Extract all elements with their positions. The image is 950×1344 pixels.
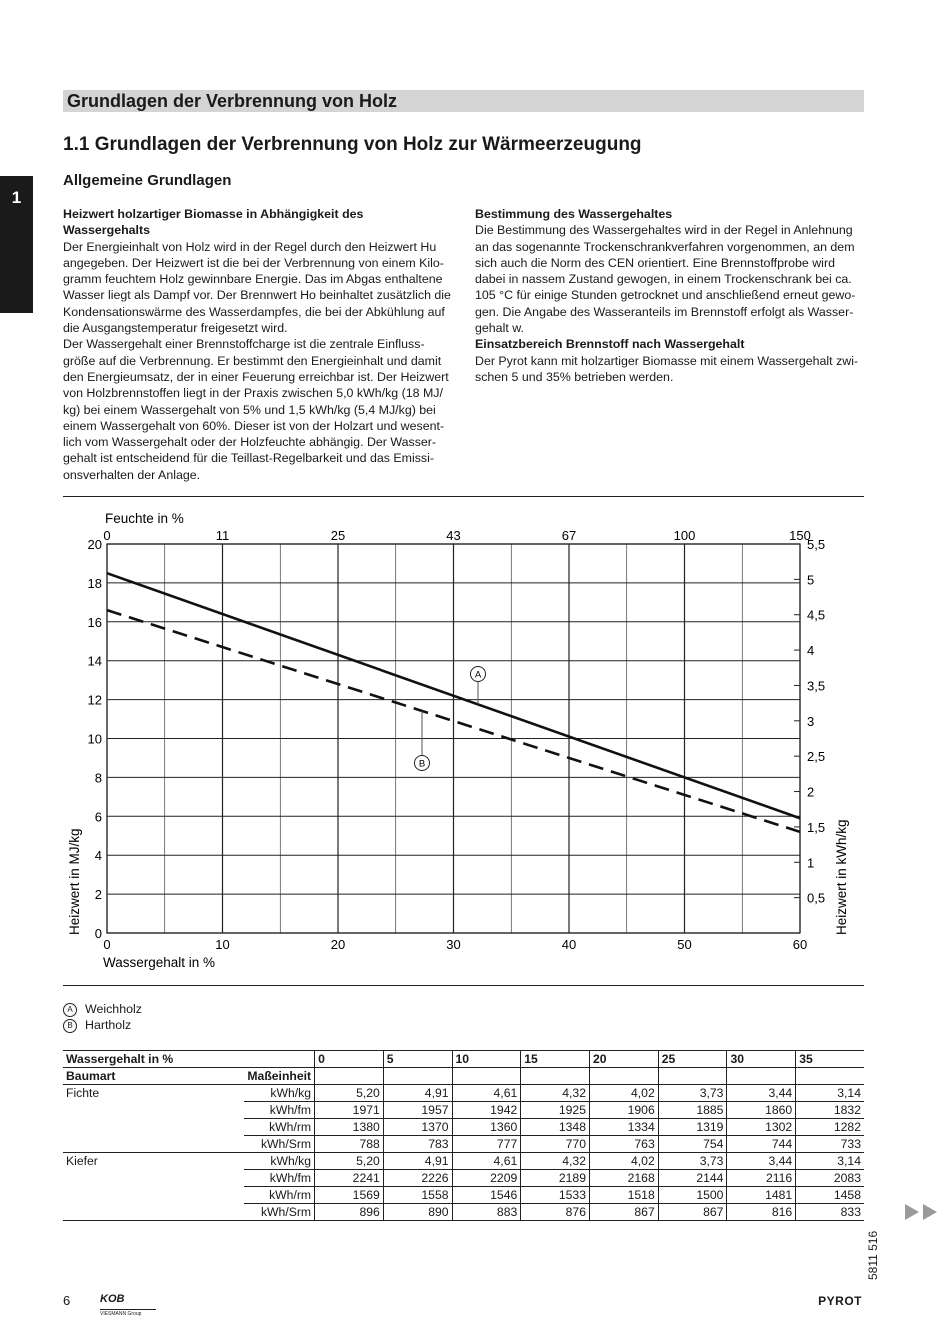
table-value-cell: 867 [658, 1204, 727, 1221]
table-row [63, 1119, 864, 1136]
table-value-cell: 1380 [315, 1119, 384, 1136]
x-top-tick-label: 150 [789, 528, 811, 543]
table-cell [521, 1068, 590, 1085]
table-value-cell: 1860 [727, 1102, 796, 1119]
table-unit-cell: kWh/kg [244, 1153, 314, 1170]
x-top-tick-label: 100 [673, 528, 696, 543]
text-line: kg) bei einem Wassergehalt von 5% und 1,5 kWh/kg (5,4 MJ/kg) bei [63, 402, 436, 417]
y-tick-label: 14 [87, 653, 102, 669]
text-line: größe auf die Verbrennung. Er bestimmt den Energieinhalt und damit [63, 353, 442, 368]
table-value-cell: 754 [658, 1136, 727, 1153]
text-line: gramm feuchtem Holz gewinnbare Energie. Das im Abgas enthaltene [63, 272, 443, 287]
text-line: von Holzbrennstoffen liegt in der Praxis zwischen 5,0 kWh/kg (18 MJ/ [63, 386, 443, 401]
x-top-tick-label: 67 [561, 528, 577, 543]
table-value-cell: 4,91 [383, 1085, 452, 1102]
y2-tick-label: 5,5 [807, 537, 826, 552]
table-value-cell: 1348 [521, 1119, 590, 1136]
table-value-cell: 1481 [727, 1187, 796, 1204]
table-value-cell: 1957 [383, 1102, 452, 1119]
y2-tick-label: 1,5 [807, 819, 826, 835]
table-value-cell: 1458 [796, 1187, 864, 1204]
legend-label-a: Weichholz [85, 1002, 142, 1016]
y-tick-label: 8 [94, 770, 102, 786]
table-value-cell: 2226 [383, 1170, 452, 1187]
table-species-cell [63, 1187, 244, 1204]
y2-tick-label: 1 [807, 855, 815, 871]
table-value-cell: 1971 [315, 1102, 384, 1119]
y-axis-title: Heizwert in MJ/kg [67, 828, 82, 935]
table-value-cell: 4,91 [383, 1153, 452, 1170]
table-species-cell [63, 1119, 244, 1136]
table-value-cell: 1558 [383, 1187, 452, 1204]
table-value-cell: 816 [727, 1204, 796, 1221]
section-title: 1.1 Grundlagen der Verbrennung von Holz zur Wärmeerzeugung [63, 134, 642, 155]
table-column-header: 20 [590, 1051, 659, 1068]
document-number: 5811 516 [866, 1230, 880, 1280]
y-tick-label: 16 [87, 614, 102, 630]
text-line: Die Bestimmung des Wassergehaltes wird in der Regel in Anlehnung [475, 223, 853, 238]
left-column-heading: Heizwert holzartiger Biomasse in Abhängigkeit des Wassergehalts [63, 207, 364, 238]
text-line: Kondensationswärme des Wasserdampfes, die bei der Abkühlung auf [63, 304, 445, 319]
x-top-tick-label: 0 [103, 528, 111, 543]
table-row [63, 1153, 864, 1170]
table-unit-cell: kWh/rm [244, 1187, 314, 1204]
table-row [63, 1085, 864, 1102]
table-cell [590, 1068, 659, 1085]
table-value-cell: 3,14 [796, 1085, 864, 1102]
text-line: Der Wassergehalt einer Brennstoffcharge ist die zentrale Einfluss- [63, 337, 425, 352]
table-value-cell: 777 [452, 1136, 521, 1153]
table-value-cell: 3,44 [727, 1153, 796, 1170]
text-line: 105 °C für einige Stunden getrocknet und anschließend erneut gewo- [475, 288, 856, 303]
table-value-cell: 4,32 [521, 1153, 590, 1170]
table-value-cell: 1832 [796, 1102, 864, 1119]
y-tick-label: 12 [87, 692, 102, 708]
y-tick-label: 6 [94, 809, 102, 825]
table-value-cell: 1360 [452, 1119, 521, 1136]
x-tick-label: 60 [792, 937, 808, 952]
table-value-cell: 1533 [521, 1187, 590, 1204]
table-baumart-label: Baumart [63, 1068, 244, 1085]
table-unit-cell: kWh/rm [244, 1119, 314, 1136]
table-value-cell: 1546 [452, 1187, 521, 1204]
table-value-cell: 1319 [658, 1119, 727, 1136]
product-name: PYROT [818, 1294, 862, 1308]
table-value-cell: 1518 [590, 1187, 659, 1204]
x-top-tick-label: 43 [446, 528, 461, 543]
table-column-header: 25 [658, 1051, 727, 1068]
table-value-cell: 4,02 [590, 1085, 659, 1102]
table-cell [727, 1068, 796, 1085]
table-value-cell: 1925 [521, 1102, 590, 1119]
y-tick-label: 4 [94, 848, 102, 864]
table-value-cell: 1370 [383, 1119, 452, 1136]
table-column-header: 10 [452, 1051, 521, 1068]
legend-item-b [63, 1018, 131, 1033]
y2-tick-label: 3,5 [807, 678, 826, 694]
table-cell [383, 1068, 452, 1085]
text-line: angegeben. Der Heizwert ist die bei der Verbrennung von einem Kilo- [63, 255, 444, 270]
x-top-tick-label: 11 [215, 528, 230, 543]
y2-tick-label: 2,5 [807, 749, 826, 765]
table-value-cell: 1500 [658, 1187, 727, 1204]
y2-axis-title: Heizwert in kWh/kg [834, 819, 849, 935]
table-value-cell: 4,02 [590, 1153, 659, 1170]
table-value-cell: 4,61 [452, 1153, 521, 1170]
table-unit-cell: kWh/fm [244, 1102, 314, 1119]
table-value-cell: 5,20 [315, 1085, 384, 1102]
x-tick-label: 50 [677, 937, 692, 952]
table-value-cell: 770 [521, 1136, 590, 1153]
text-line: dabei in nassem Zustand gewogen, in einem Trockenschrank bei ca. [475, 272, 852, 287]
table-value-cell: 1334 [590, 1119, 659, 1136]
table-value-cell: 883 [452, 1204, 521, 1221]
text-line: onsverhalten der Anlage. [63, 467, 201, 482]
table-row [63, 1187, 864, 1204]
y-tick-label: 0 [94, 926, 102, 941]
chart-grid [107, 544, 800, 933]
table-cell [452, 1068, 521, 1085]
y-tick-label: 10 [87, 731, 102, 747]
table-value-cell: 733 [796, 1136, 864, 1153]
next-page-arrows-icon [905, 1204, 939, 1220]
x-top-tick-label: 25 [330, 528, 346, 543]
heizwert-table [63, 1050, 864, 1221]
table-value-cell: 763 [590, 1136, 659, 1153]
table-column-header: 30 [727, 1051, 796, 1068]
legend-item-a [63, 1002, 142, 1017]
table-value-cell: 2083 [796, 1170, 864, 1187]
table-value-cell: 1906 [590, 1102, 659, 1119]
table-value-cell: 4,61 [452, 1085, 521, 1102]
table-value-cell: 1302 [727, 1119, 796, 1136]
table-unit-label: Maßeinheit [244, 1068, 314, 1085]
table-unit-cell: kWh/Srm [244, 1136, 314, 1153]
right-column-heading-1: Bestimmung des Wassergehaltes [475, 207, 673, 221]
table-species-cell: Kiefer [63, 1153, 244, 1170]
text-line: an das sogenannte Trockenschrankverfahren vorgenommen, an dem [475, 239, 855, 254]
y-tick-label: 20 [87, 537, 102, 552]
table-cell [796, 1068, 864, 1085]
y-tick-label: 18 [87, 575, 102, 591]
text-line: gen. Die Angabe des Wasseranteils im Brennstoff erfolgt als Wasser- [475, 304, 854, 319]
y2-tick-label: 4,5 [807, 607, 826, 623]
table-cell [658, 1068, 727, 1085]
subsection-title: Allgemeine Grundlagen [63, 172, 232, 189]
table-row [63, 1204, 864, 1221]
text-line: Der Pyrot kann mit holzartiger Biomasse mit einem Wassergehalt zwi- [475, 353, 859, 368]
table-species-cell [63, 1204, 244, 1221]
table-value-cell: 4,32 [521, 1085, 590, 1102]
table-value-cell: 2241 [315, 1170, 384, 1187]
table-value-cell: 1569 [315, 1187, 384, 1204]
table-value-cell: 1282 [796, 1119, 864, 1136]
text-line: schen 5 und 35% betrieben werden. [475, 369, 674, 384]
legend-label-b: Hartholz [85, 1018, 132, 1032]
table-value-cell: 876 [521, 1204, 590, 1221]
table-column-header: 15 [521, 1051, 590, 1068]
x-tick-label: 10 [215, 937, 230, 952]
x-axis-title: Wassergehalt in % [103, 955, 216, 970]
table-column-header: 0 [315, 1051, 384, 1068]
brand-logo: KOB [100, 1293, 125, 1305]
table-row [63, 1136, 864, 1153]
table-row [63, 1068, 864, 1085]
table-unit-cell: kWh/Srm [244, 1204, 314, 1221]
table-value-cell: 3,73 [658, 1153, 727, 1170]
table-value-cell: 2168 [590, 1170, 659, 1187]
y-tick-label: 2 [94, 887, 102, 903]
text-line: einem Wassergehalt von 60%. Dieser ist von der Holzart und wesent- [63, 418, 445, 433]
y2-tick-label: 5 [807, 572, 815, 588]
text-line: Wasser liegt als Dampf vor. Der Brennwert Ho beinhaltet zusätzlich die [63, 288, 451, 303]
y2-tick-label: 2 [807, 784, 815, 800]
table-value-cell: 744 [727, 1136, 796, 1153]
table-cell [315, 1068, 384, 1085]
table-value-cell: 890 [383, 1204, 452, 1221]
series-marker-label-b: B [418, 758, 426, 770]
y2-tick-label: 0,5 [807, 890, 826, 906]
table-species-cell [63, 1136, 244, 1153]
table-value-cell: 2144 [658, 1170, 727, 1187]
table-header-label: Wassergehalt in % [63, 1051, 315, 1068]
text-line: Der Energieinhalt von Holz wird in der Regel durch den Heizwert Hu [63, 239, 437, 254]
table-row [63, 1170, 864, 1187]
x-tick-label: 30 [446, 937, 461, 952]
table-row [63, 1051, 864, 1068]
table-row [63, 1102, 864, 1119]
chapter-header: Grundlagen der Verbrennung von Holz [63, 90, 864, 112]
table-value-cell: 783 [383, 1136, 452, 1153]
x-tick-label: 0 [103, 937, 111, 952]
legend-marker-b: B [63, 1019, 77, 1033]
table-value-cell: 2209 [452, 1170, 521, 1187]
table-unit-cell: kWh/fm [244, 1170, 314, 1187]
x-top-axis-title: Feuchte in % [105, 511, 184, 526]
x-tick-label: 40 [561, 937, 577, 952]
table-species-cell [63, 1102, 244, 1119]
table-value-cell: 2189 [521, 1170, 590, 1187]
table-value-cell: 2116 [727, 1170, 796, 1187]
table-value-cell: 896 [315, 1204, 384, 1221]
table-value-cell: 5,20 [315, 1153, 384, 1170]
text-line: den Energieumsatz, der in einer Feuerung erreichbar ist. Der Heizwert [63, 369, 449, 384]
page-number: 6 [63, 1293, 71, 1308]
text-line: gehalt ist entscheidend für die Teillast-Regelbarkeit und das Emissi- [63, 451, 434, 466]
table-column-header: 35 [796, 1051, 864, 1068]
x-tick-label: 20 [330, 937, 346, 952]
table-species-cell [63, 1170, 244, 1187]
right-column-heading-2: Einsatzbereich Brennstoff nach Wassergehalt [475, 337, 745, 352]
table-value-cell: 3,44 [727, 1085, 796, 1102]
table-value-cell: 1942 [452, 1102, 521, 1119]
divider-bottom [63, 985, 864, 986]
brand-subtitle: VIESMANN Group [100, 1309, 156, 1317]
text-line: gehalt w. [475, 321, 524, 336]
text-line: lich vom Wassergehalt oder der Holzfeuchte abhängig. Der Wasser- [63, 435, 437, 450]
legend-marker-a: A [63, 1003, 77, 1017]
y2-tick-label: 3 [807, 713, 815, 729]
text-line: die Ausgangstemperatur freigesetzt wird. [63, 321, 288, 336]
y2-tick-label: 4 [807, 643, 815, 659]
table-value-cell: 788 [315, 1136, 384, 1153]
table-value-cell: 3,14 [796, 1153, 864, 1170]
table-value-cell: 833 [796, 1204, 864, 1221]
table-value-cell: 1885 [658, 1102, 727, 1119]
series-marker-label-a: A [474, 669, 482, 681]
table-species-cell: Fichte [63, 1085, 244, 1102]
table-value-cell: 3,73 [658, 1085, 727, 1102]
table-value-cell: 867 [590, 1204, 659, 1221]
table-unit-cell: kWh/kg [244, 1085, 314, 1102]
text-line: sich auch die Norm des CEN orientiert. Eine Brennstoffprobe wird [475, 255, 835, 270]
table-column-header: 5 [383, 1051, 452, 1068]
chapter-number: 1 [11, 188, 22, 207]
